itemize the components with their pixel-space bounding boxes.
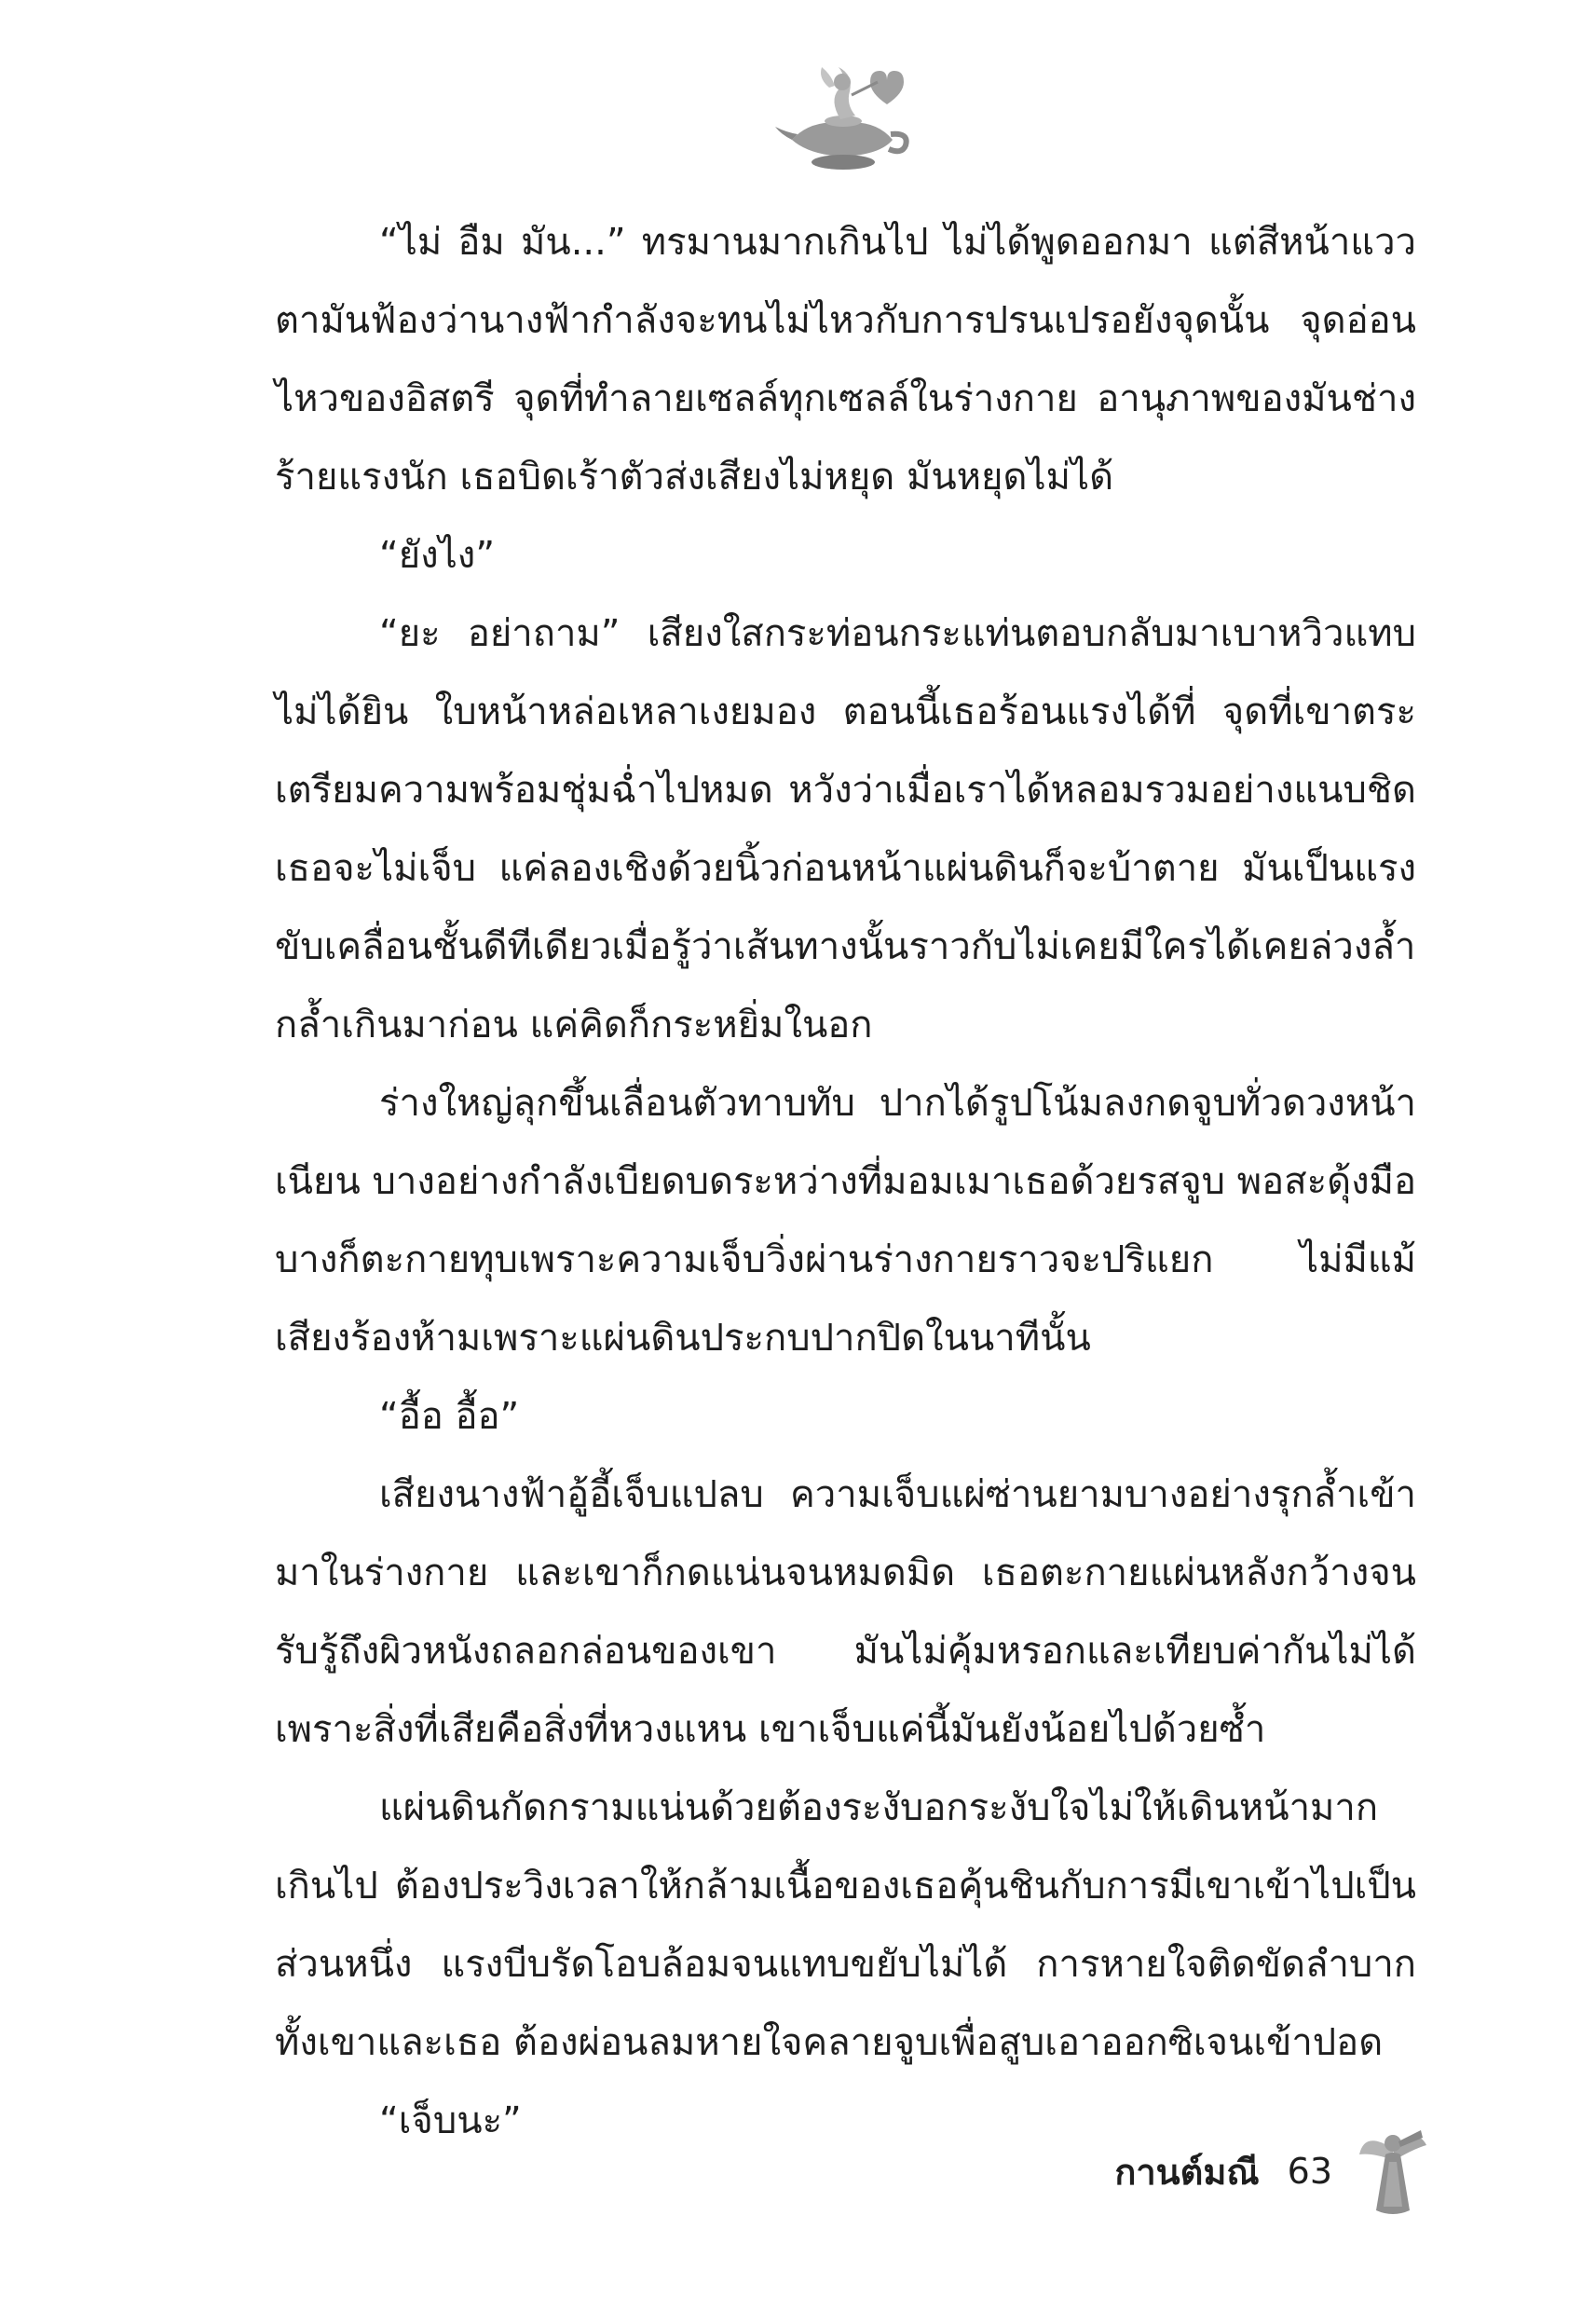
page-number: 63 <box>1287 2151 1332 2192</box>
paragraph-1: “ไม่ อืม มัน...” ทรมานมากเกินไป ไม่ได้พูดออกมา แต่สีหน้าแววตามันฟ้องว่านางฟ้ากำลังจะทนไม่ไหวกับการปรนเปรอยังจุดนั้น จุดอ่อนไหวของอิสตรี จุดที่ทำลายเซลล์ทุกเซลล์ในร่างกาย อานุภาพของมันช่างร้ายแรงนัก เธอบิดเร้าตัวส่งเสียงไม่หยุด มันหยุดไม่ได้ <box>275 221 1416 499</box>
paragraph-6: เสียงนางฟ้าอู้อี้เจ็บแปลบ ความเจ็บแผ่ซ่านยามบางอย่างรุกล้ำเข้ามาในร่างกาย และเขาก็กดแน่นจนหมดมิด เธอตะกายแผ่นหลังกว้างจนรับรู้ถึงผิวหนังถลอกล่อนของเขา มันไม่คุ้มหรอกและเทียบค่ากันไม่ได้ เพราะสิ่งที่เสียคือสิ่งที่หวงแหน เขาเจ็บแค่นี้มันยังน้อยไปด้วยซ้ำ <box>275 1473 1416 1751</box>
book-title: กานต์มณี <box>1114 2151 1260 2193</box>
body-text <box>275 203 1416 2160</box>
paragraph-7: แผ่นดินกัดกรามแน่นด้วยต้องระงับอกระงับใจไม่ให้เดินหน้ามากเกินไป ต้องประวิงเวลาให้กล้ามเนื้อของเธอคุ้นชินกับการมีเขาเข้าไปเป็นส่วนหนึ่ง แรงบีบรัดโอบล้อมจนแทบขยับไม่ได้ การหายใจติดขัดลำบากทั้งเขาและเธอ ต้องผ่อนลมหายใจคลายจูบเพื่อสูบเอาออกซิเจนเข้าปอด <box>275 1786 1416 2064</box>
paragraph-5: “อื้อ อื้อ” <box>379 1395 520 1438</box>
angel-with-trumpet-icon <box>1356 2117 1430 2220</box>
paragraph-8: “เจ็บนะ” <box>379 2099 522 2142</box>
genie-lamp-with-cupid-icon <box>773 54 913 175</box>
paragraph-2: “ยังไง” <box>379 534 496 577</box>
paragraph-4: ร่างใหญ่ลุกขึ้นเลื่อนตัวทาบทับ ปากได้รูปโน้มลงกดจูบทั่วดวงหน้าเนียน บางอย่างกำลังเบียดบดระหว่างที่มอมเมาเธอด้วยรสจูบ พอสะดุ้งมือบางก็ตะกายทุบเพราะความเจ็บวิ่งผ่านร่างกายราวจะปริแยก ไม่มีแม้เสียงร้องห้ามเพราะแผ่นดินประกบปากปิดในนาทีนั้น <box>275 1082 1416 1360</box>
paragraph-3: “ยะ อย่าถาม” เสียงใสกระท่อนกระแท่นตอบกลับมาเบาหวิวแทบไม่ได้ยิน ใบหน้าหล่อเหลาเงยมอง ตอนนี้เธอร้อนแรงได้ที่ จุดที่เขาตระเตรียมความพร้อมชุ่มฉ่ำไปหมด หวังว่าเมื่อเราได้หลอมรวมอย่างแนบชิด เธอจะไม่เจ็บ แค่ลองเชิงด้วยนิ้วก่อนหน้าแผ่นดินก็จะบ้าตาย มันเป็นแรงขับเคลื่อนชั้นดีทีเดียวเมื่อรู้ว่าเส้นทางนั้นราวกับไม่เคยมีใครได้เคยล่วงล้ำกล้ำเกินมาก่อน แค่คิดก็กระหยิ่มในอก <box>275 612 1416 1046</box>
